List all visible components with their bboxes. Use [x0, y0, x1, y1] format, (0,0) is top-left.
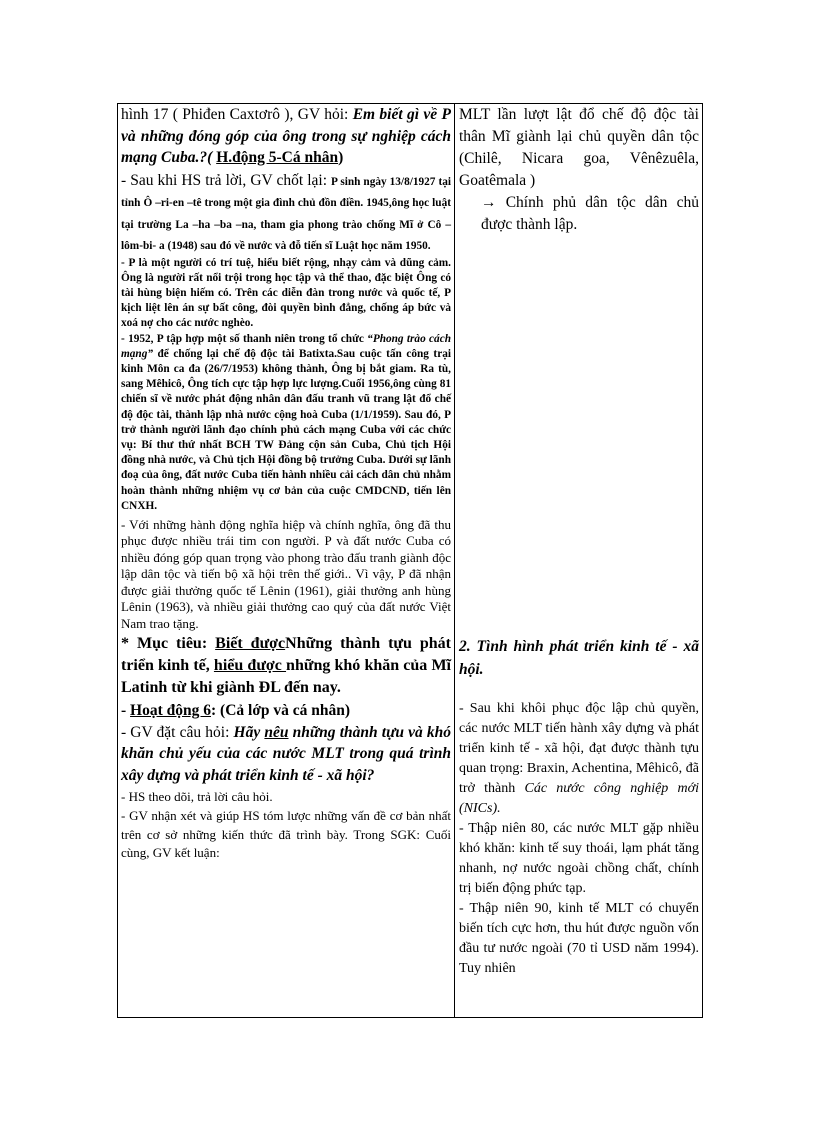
- question-text: những thành tựu và khó khăn chủ yếu của các nước MLT trong quá trình xây dựng và phát triển kinh tế - xã hội?: [121, 723, 452, 784]
- right-paragraph-5: - Thập niên 90, kinh tế MLT có chuyển biến tích cực hơn, thu hút được nguồn vốn đầu tư nước ngoài (70 tỉ USD năm 1994). Tuy nhiên: [459, 901, 699, 976]
- text: * Mục tiêu:: [121, 635, 216, 653]
- right-paragraph-3: [459, 699, 699, 819]
- activity-label: Hoạt động 6: [130, 702, 212, 720]
- activity-label: H.động 5-Cá nhân: [216, 149, 339, 166]
- text: - 1952, P tập hợp một số thanh niên trong tổ chức: [121, 332, 368, 345]
- objective-paragraph: [121, 633, 451, 699]
- text: Những thành tựu phát triển kinh tế,: [121, 635, 452, 675]
- text: - Sau khi khôi phục độc lập chủ quyền, các nước MLT tiến hành xây dựng và phát triển kinh tế - xã hội, đạt được thành tựu quan trọng: Braxin, Achentina, Mêhicô, đã trở thành: [459, 701, 699, 796]
- text: - Sau khi HS trả lời, GV chốt lại:: [121, 171, 332, 189]
- objective-keyword: Biết được: [215, 635, 286, 653]
- organization-name: “Phong trào cách mạng”: [121, 332, 451, 360]
- right-paragraph-2: → Chính phủ dân tộc dân chủ được thành lập.: [481, 194, 699, 233]
- text: những khó khăn của Mĩ Latinh từ khi giành ĐL đến nay.: [121, 657, 452, 697]
- text: -: [121, 702, 131, 720]
- conclusion-intro: [121, 170, 451, 256]
- biography-paragraph-3: [121, 332, 451, 514]
- left-column: [121, 104, 451, 863]
- section-heading: 2. Tình hình phát triển kinh tế - xã hội.: [459, 638, 699, 678]
- activity-heading: [121, 700, 451, 722]
- column-divider: [454, 104, 455, 1017]
- teacher-summary: - GV nhận xét và giúp HS tóm lược những vấn đề cơ bản nhất trên cơ sở những kiến thức đã trình bày. Trong SGK: Cuối cùng, GV kết luận:: [121, 808, 451, 861]
- right-body: [459, 699, 699, 979]
- text: - GV đặt câu hỏi:: [121, 723, 234, 741]
- right-paragraph-1: MLT lần lượt lật đổ chế độ độc tài thân Mĩ giành lại chủ quyền dân tộc (Chilê, Nicara goa, Vênêzuêla, Goatêmala ): [459, 106, 699, 189]
- student-action: - HS theo dõi, trả lời câu hỏi.: [121, 789, 273, 805]
- question-text: Hãy: [233, 723, 265, 741]
- objective-keyword: hiểu được: [213, 657, 287, 675]
- question-paragraph: [121, 104, 451, 169]
- text: : (Cả lớp và cá nhân): [211, 702, 351, 720]
- right-column: [459, 104, 699, 976]
- text: ): [338, 149, 344, 166]
- lesson-table: [117, 103, 703, 1018]
- question-keyword: nêu: [264, 723, 289, 741]
- nics-term: Các nước công nghiệp mới (NICs).: [459, 781, 699, 816]
- text: để chống lại chế độ độc tài Batixta.Sau cuộc tấn công trại kinh Môn ca đa (26/7/1953) không thành, Ông bị bắt giam. Ra tù, sang Mêhicô, Ông tích cực tập hợp lực lượng.Cuối 1956,ông cùng 81 chiến sĩ về nước phát động nhân dân đấu tranh vũ trang lật đổ chế độ độc tài, thành lập nhà nước cộng hoà Cuba (1/1/1959). Sau đó, P trở thành người lãnh đạo chính phủ cách mạng Cuba với các chức vụ: Bí thư thứ nhất BCH TW Đảng cộn sản Cuba, Chủ tịch Hội đồng nhà nước, và Chủ tịch Hội đồng bộ trưởng Cuba. Dưới sự lãnh đoạ của ông, đất nước Cuba tiến hành nhiều cải cách dân chủ nhằm hoàn thành những nhiệm vụ cơ bản của cuộc CMDCND, tiến lên CNXH.: [121, 347, 451, 512]
- right-paragraph-4: - Thập niên 80, các nước MLT gặp nhiều khó khăn: kinh tế suy thoái, lạm phát tăng nhanh, nợ nước ngoài chồng chất, chính trị biến động phức tạp.: [459, 821, 699, 896]
- biography-paragraph-2: - P là một người có trí tuệ, hiểu biết rộng, nhạy cảm và dũng cảm. Ông là người rất nổi trội trong học tập và thể thao, đặc biệt Ông có tài hùng biện hiếm có. Trên các diễn đàn trong nước và quốc tế, P kịch liệt lên án sự bất công, đòi quyền bình đẳng, chống áp bức và xoá nợ cho các nước nghèo.: [121, 256, 451, 330]
- summary-paragraph: - Với những hành động nghĩa hiệp và chính nghĩa, ông đã thu phục được nhiều trái tim con người. P và đất nước Cuba có nhiều đóng góp quan trọng vào phong trào đấu tranh giành độc lập dân tộc và tiến bộ xã hội trên thế giới.. Vì vậy, P đã nhận được giải thưởng quốc tế Lênin (1961), giải thưởng anh hùng Lênin (1963), và nhiều giải thưởng cao quý của đất nước Việt Nam trao tặng.: [121, 516, 451, 631]
- text: hình 17 ( Phiđen Caxtơrô ), GV hỏi:: [121, 106, 353, 123]
- biography-text: P sinh ngày 13/8/1927 tại tỉnh Ô –ri-en –tê trong một gia đình chủ đồn điền. 1945,ông học luật tại trường La –ha –ba –na, tham gia phong trào chống Mĩ ở Cô –lôm-bi- a (1948) sau đó về nước và đỗ tiến sĩ Luật học năm 1950.: [121, 175, 451, 252]
- question-text: Em biết gì về P và những đóng góp của ông trong sự nghiệp cách mạng Cuba.?(: [121, 106, 451, 166]
- teacher-question: [121, 722, 451, 787]
